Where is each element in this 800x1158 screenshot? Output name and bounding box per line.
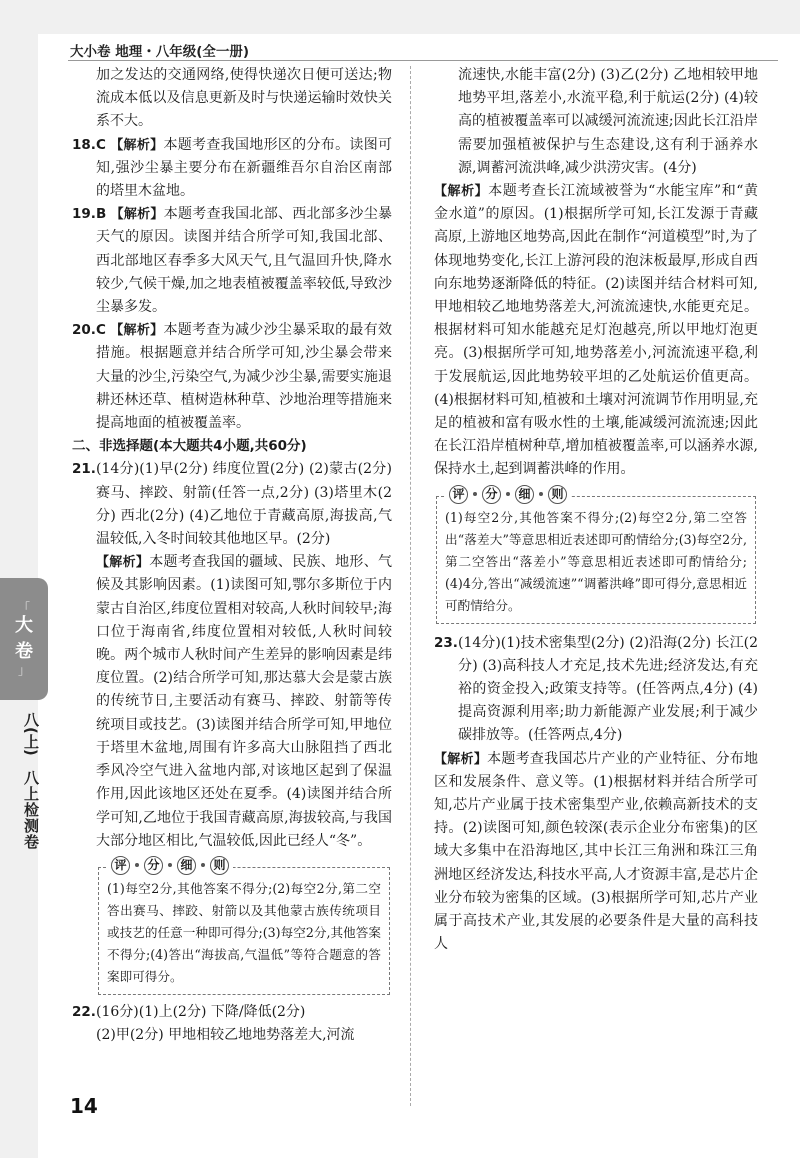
column-divider — [410, 66, 411, 1106]
scoring-rules-title — [107, 856, 233, 875]
dot-icon — [539, 492, 543, 496]
answer-text: (14分)(1)技术密集型(2分) (2)沿海(2分) 长江(2分) (3)高科技人才充足,技术先进;经济发达,有充裕的资金投入;政策支持等。(任答两点,4分) (4)提高资源利用率;助力新能源产业发展;利于减少碳排放等。(任答两点,4分) — [458, 634, 758, 744]
analysis-tag: 【解析】 — [109, 137, 164, 153]
analysis-text: 本题考查为减少沙尘暴采取的最有效措施。根据题意并结合所学可知,沙尘暴会带来大量的沙尘,污染空气,为减少沙尘暴,需要实施退耕还林还草、植树造林种草、沙地治理等措施来提高地面的植被覆盖率。 — [96, 322, 392, 432]
analysis-text: 本题考查我国北部、西北部多沙尘暴天气的原因。读图并结合所学可知,我国北部、西北部地区春季多大风天气,且气温回升快,降水较少,气候干燥,加之地表植被覆盖率较低,导致沙尘暴多发。 — [96, 206, 392, 316]
scoring-rules-box — [436, 486, 756, 624]
answer-letter: B — [96, 206, 107, 223]
analysis-text: 本题考查我国地形区的分布。读图可知,强沙尘暴主要分布在新疆维吾尔自治区南部的塔里木盆地。 — [96, 136, 392, 200]
analysis-tag: 【解析】 — [96, 555, 150, 571]
dot-icon — [506, 492, 510, 496]
title-char: 分 — [482, 485, 501, 504]
page-header-title: 大小卷 地理・八年级(全一册) — [70, 44, 250, 60]
scoring-rules-text: (1)每空2分,其他答案不得分;(2)每空2分,第二空答出赛马、摔跤、射箭以及其他蒙古族传统项目或技艺的任意一种即可得分;(3)每空2分,其他答案不得分;(4)答出“海拔高,气温低”等符合题意的答案即可得分。 — [107, 880, 381, 984]
top-margin — [0, 0, 800, 34]
analysis-tag: 【解析】 — [434, 751, 488, 767]
analysis-tag: 【解析】 — [109, 323, 164, 339]
title-char: 则 — [548, 485, 567, 504]
title-char: 评 — [449, 485, 468, 504]
scoring-rules-text: (1)每空2分,其他答案不得分;(2)每空2分,第二空答出“落差大”等意思相近表述即可酌情给分;(3)每空2分,第二空答出“落差小”等意思相近表述即可酌情给分;(4)4分,答出“减缓流速”“调蓄洪峰”即可得分,意思相近可酌情给分。 — [445, 509, 747, 613]
answer-letter: C — [96, 322, 106, 339]
question-20 — [72, 319, 392, 435]
q22-analysis — [434, 180, 758, 482]
dot-icon — [168, 863, 172, 867]
dot-icon — [135, 863, 139, 867]
analysis-text: 本题考查我国芯片产业的产业特征、分布地区和发展条件、意义等。(1)根据材料并结合所学可知,芯片产业属于技术密集型产业,依赖高新技术的支持。(2)读图可知,颜色较深(表示企业分布密集)的区域大多集中在沿海地区,其中长江三角洲和珠江三角洲地区经济发达,科技水平高,人才资源丰富,是芯片企业分布较为密集的区域。(3)根据所学可知,芯片产业属于高技术产业,其发展的必要条件是大量的高科技人 — [434, 750, 758, 953]
question-22 — [72, 1001, 392, 1024]
question-19 — [72, 203, 392, 319]
question-21 — [72, 458, 392, 551]
scoring-rules-title — [445, 485, 571, 504]
section-heading: 二、非选择题(本大题共4小题,共60分) — [72, 438, 307, 455]
q21-analysis — [72, 551, 392, 853]
side-grade: 八(上) — [22, 712, 40, 756]
tab-bracket-top-icon: 「 — [17, 601, 30, 615]
side-tab — [0, 578, 48, 700]
question-number: 22. — [72, 1003, 96, 1020]
analysis-text: 本题考查长江流域被誉为“水能宝库”和“黄金水道”的原因。(1)根据所学可知,长江发源于青藏高原,上游地区地势高,因此在制作“河道模型”时,为了体现地势变化,长江上游河段的泡沫板最厚,形成自西向东地势逐渐降低的特征。(2)读图并结合材料可知,甲地相较乙地地势落差大,河流流速快,水能更充足。根据材料可知水能越充足灯泡越亮,所以甲地灯泡更亮。(3)根据所学可知,地势落差小,河流流速平稳,利于发展航运,因此地势较平坦的乙处航运价值更高。(4)根据材料可知,植被和土壤对河流调节作用明显,充足的植被和富有吸水性的土壤,能减缓河流流速;因此在长江沿岸植树种草,增加植被覆盖率,可以涵养水源,保持水土,起到调蓄洪峰的作用。 — [434, 183, 758, 478]
title-char: 细 — [515, 485, 534, 504]
question-number: 19. — [72, 206, 96, 223]
question-18 — [72, 134, 392, 204]
side-tab-line2: 卷 — [15, 641, 33, 662]
analysis-tag: 【解析】 — [434, 184, 489, 200]
answer-text: (14分)(1)早(2分) 纬度位置(2分) (2)蒙古(2分) 赛马、摔跤、射箭(任答一点,2分) (3)塔里木(2分) 西北(2分) (4)乙地位于青藏高原,海拔高,气温较低,入冬时间较其他地区早。(2分) — [96, 461, 392, 548]
title-char: 评 — [111, 856, 130, 875]
question-number: 23. — [434, 634, 458, 651]
tab-bracket-bottom-icon: 」 — [17, 663, 30, 677]
question-number: 20. — [72, 322, 96, 339]
title-char: 分 — [144, 856, 163, 875]
question-number: 21. — [72, 461, 96, 478]
q23-analysis — [434, 748, 758, 957]
left-column — [72, 64, 392, 1047]
analysis-tag: 【解析】 — [110, 207, 164, 223]
title-char: 细 — [177, 856, 196, 875]
header-divider — [68, 60, 778, 61]
dot-icon — [201, 863, 205, 867]
side-test-name: 八上检测卷 — [22, 770, 40, 850]
answer-letter: C — [96, 136, 106, 153]
question-number: 18. — [72, 136, 96, 153]
question-23 — [434, 632, 758, 748]
analysis-text: 本题考查我国的疆域、民族、地形、气候及其影响因素。(1)读图可知,鄂尔多斯位于内蒙古自治区,纬度位置相对较高,人秋时间较早;海口位于海南省,纬度位置相对较低,人秋时间较晚。两个城市人秋时间产生差异的影响因素是纬度位置。(2)结合所学可知,那达慕大会是蒙古族的传统节日,主要活动有赛马、摔跤、射箭等传统项目或技艺。(3)读图并结合所学可知,甲地位于塔里木盆地,周围有许多高大山脉阻挡了西北季风冷空气进入盆地内部,对该地区起到了保温作用,因此该地区还处在夏季。(4)读图并结合所学可知,乙地位于我国青藏高原,海拔较高,与我国大部分地区相比,气温较低,因此已经人“冬”。 — [96, 554, 392, 849]
dot-icon — [473, 492, 477, 496]
q22-answer-continuation: 流速快,水能丰富(2分) (3)乙(2分) 乙地相较甲地地势平坦,落差小,水流平稳,利于航运(2分) (4)较高的植被覆盖率可以减缓河流流速;因此长江沿岸需要加强植被保护与生态建设,这有利于涵养水源,调蓄河流洪峰,减少洪涝灾害。(4分) — [458, 67, 758, 176]
answer-text-cont: (2)甲(2分) 甲地相较乙地地势落差大,河流 — [96, 1027, 355, 1044]
scoring-rules-box — [98, 857, 390, 995]
page-number: 14 — [70, 1094, 98, 1118]
right-column — [434, 64, 758, 957]
answer-text: (16分)(1)上(2分) 下降/降低(2分) — [96, 1003, 306, 1020]
title-char: 则 — [210, 856, 229, 875]
q17-continuation: 加之发达的交通网络,使得快递次日便可送达;物流成本低以及信息更新及时与快递运输时效快关系不大。 — [96, 67, 392, 130]
side-tab-line1: 大 — [15, 615, 33, 636]
